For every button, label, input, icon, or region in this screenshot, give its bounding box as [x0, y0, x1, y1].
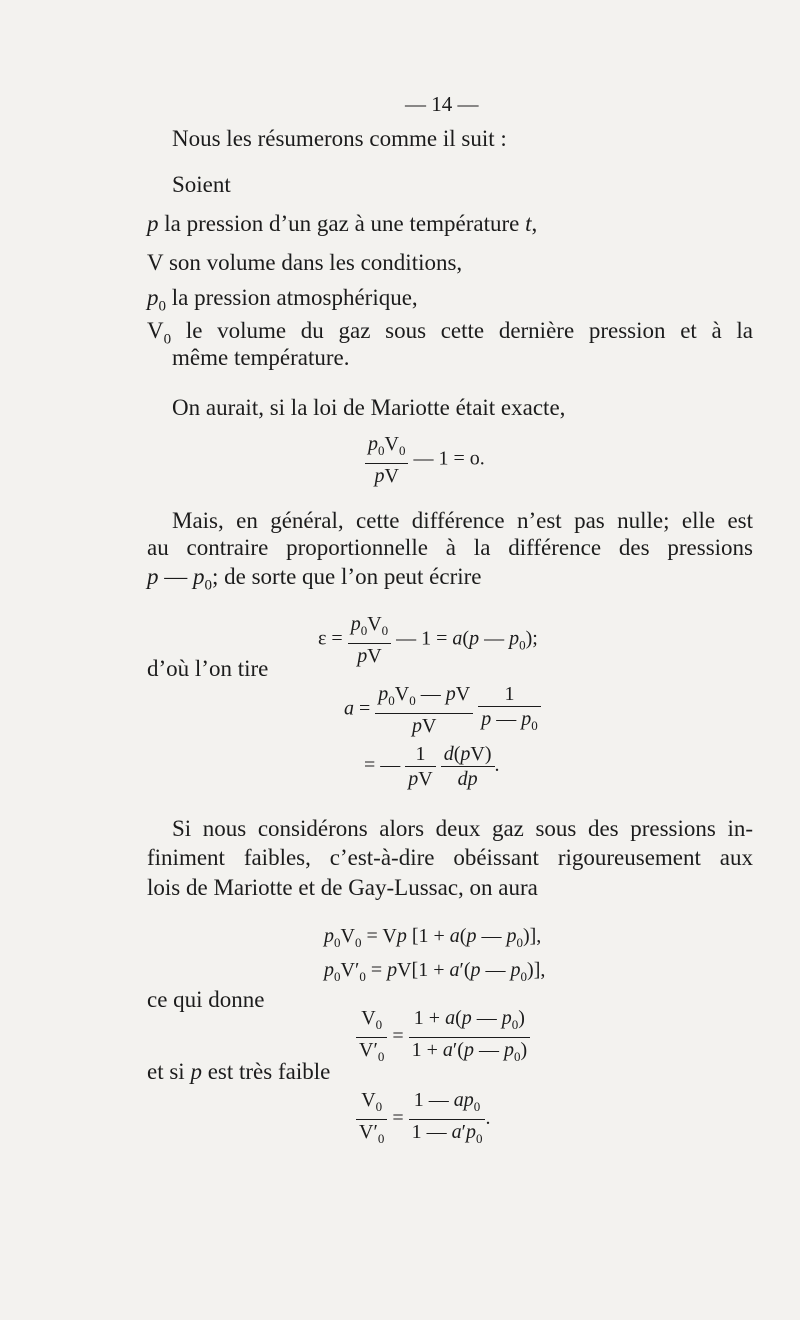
def-p-text: la pression d’un gaz à une température — [164, 211, 520, 236]
soient-line: Soient — [172, 172, 231, 197]
mais-line-2: au contraire proportionnelle à la différence des pressions — [147, 535, 753, 560]
equation-epsilon: ε = $\frac{p_0V_0}{pV}$ — 1 = a(p — $p_0$); — [318, 613, 538, 667]
def-v0-text: le volume du gaz sous cette dernière pression et à la — [185, 318, 753, 343]
def-p0: $p_0$ la pression atmosphérique, — [147, 285, 418, 315]
equation-mariotte: $\frac{p_0V_0}{pV}$ — 1 = o. — [365, 432, 485, 488]
intro-line: Nous les résumerons comme il suit : — [172, 126, 507, 151]
def-v: V son volume dans les conditions, — [147, 250, 463, 275]
et-si-text: et si — [147, 1059, 185, 1084]
def-p0-text: la pression atmosphérique, — [171, 285, 418, 310]
equation-gas-1: $p_0V_0 = Vp$ [1 + a(p — $p_0$)], — [324, 925, 542, 950]
def-v-text: son volume dans les conditions, — [168, 250, 463, 275]
tres-faible-text: est très faible — [207, 1059, 331, 1084]
et-si-line: et si p est très faible — [147, 1059, 331, 1084]
def-p: p la pression d’un gaz à une température t, — [147, 211, 538, 236]
equation-gas-2: $p_0V'_0 = pV[1 + a'(p$ — $p_0$)], — [324, 959, 546, 984]
equation-ratio: $\frac{V_0}{V'_0}$ = $\frac{1 + a(p — p_0)}{1 + a'(p — p_0)}$ — [356, 1006, 530, 1069]
equation-a: a = $\frac{p_0V_0 — pV}{pV}$ $\frac{1}{p — p_0}$ — [344, 682, 541, 738]
def-v0: $V_0$ le volume du gaz sous cette dernière pression et à la — [147, 318, 753, 348]
mais-line-3: p — $p_0$; de sorte que l’on peut écrire — [147, 564, 482, 594]
si-line-2: finiment faibles, c’est-à-dire obéissant rigoureusement aux — [147, 845, 753, 870]
ce-qui-donne-line: ce qui donne — [147, 987, 265, 1012]
aurait-line: On aurait, si la loi de Mariotte était exacte, — [172, 395, 566, 420]
page-number: — 14 — — [405, 92, 479, 116]
def-v0-cont: même température. — [172, 345, 350, 370]
equation-final: $\frac{V_0}{V'_0}$ = $\frac{1 — ap_0}{1 — a'p_0}$ . — [356, 1088, 490, 1151]
si-line-3: lois de Mariotte et de Gay-Lussac, on aura — [147, 875, 538, 900]
mais-line-3-text: ; de sorte que l’on peut écrire — [212, 564, 482, 589]
equation-a-derivative: = — $\frac{1}{pV}$ $\frac{d(pV)}{dp}$ . — [364, 743, 500, 790]
mais-line-1: Mais, en général, cette différence n’est pas nulle; elle est — [172, 508, 753, 533]
si-line-1: Si nous considérons alors deux gaz sous des pressions in- — [172, 816, 753, 841]
dou-line: d’où l’on tire — [147, 656, 269, 681]
